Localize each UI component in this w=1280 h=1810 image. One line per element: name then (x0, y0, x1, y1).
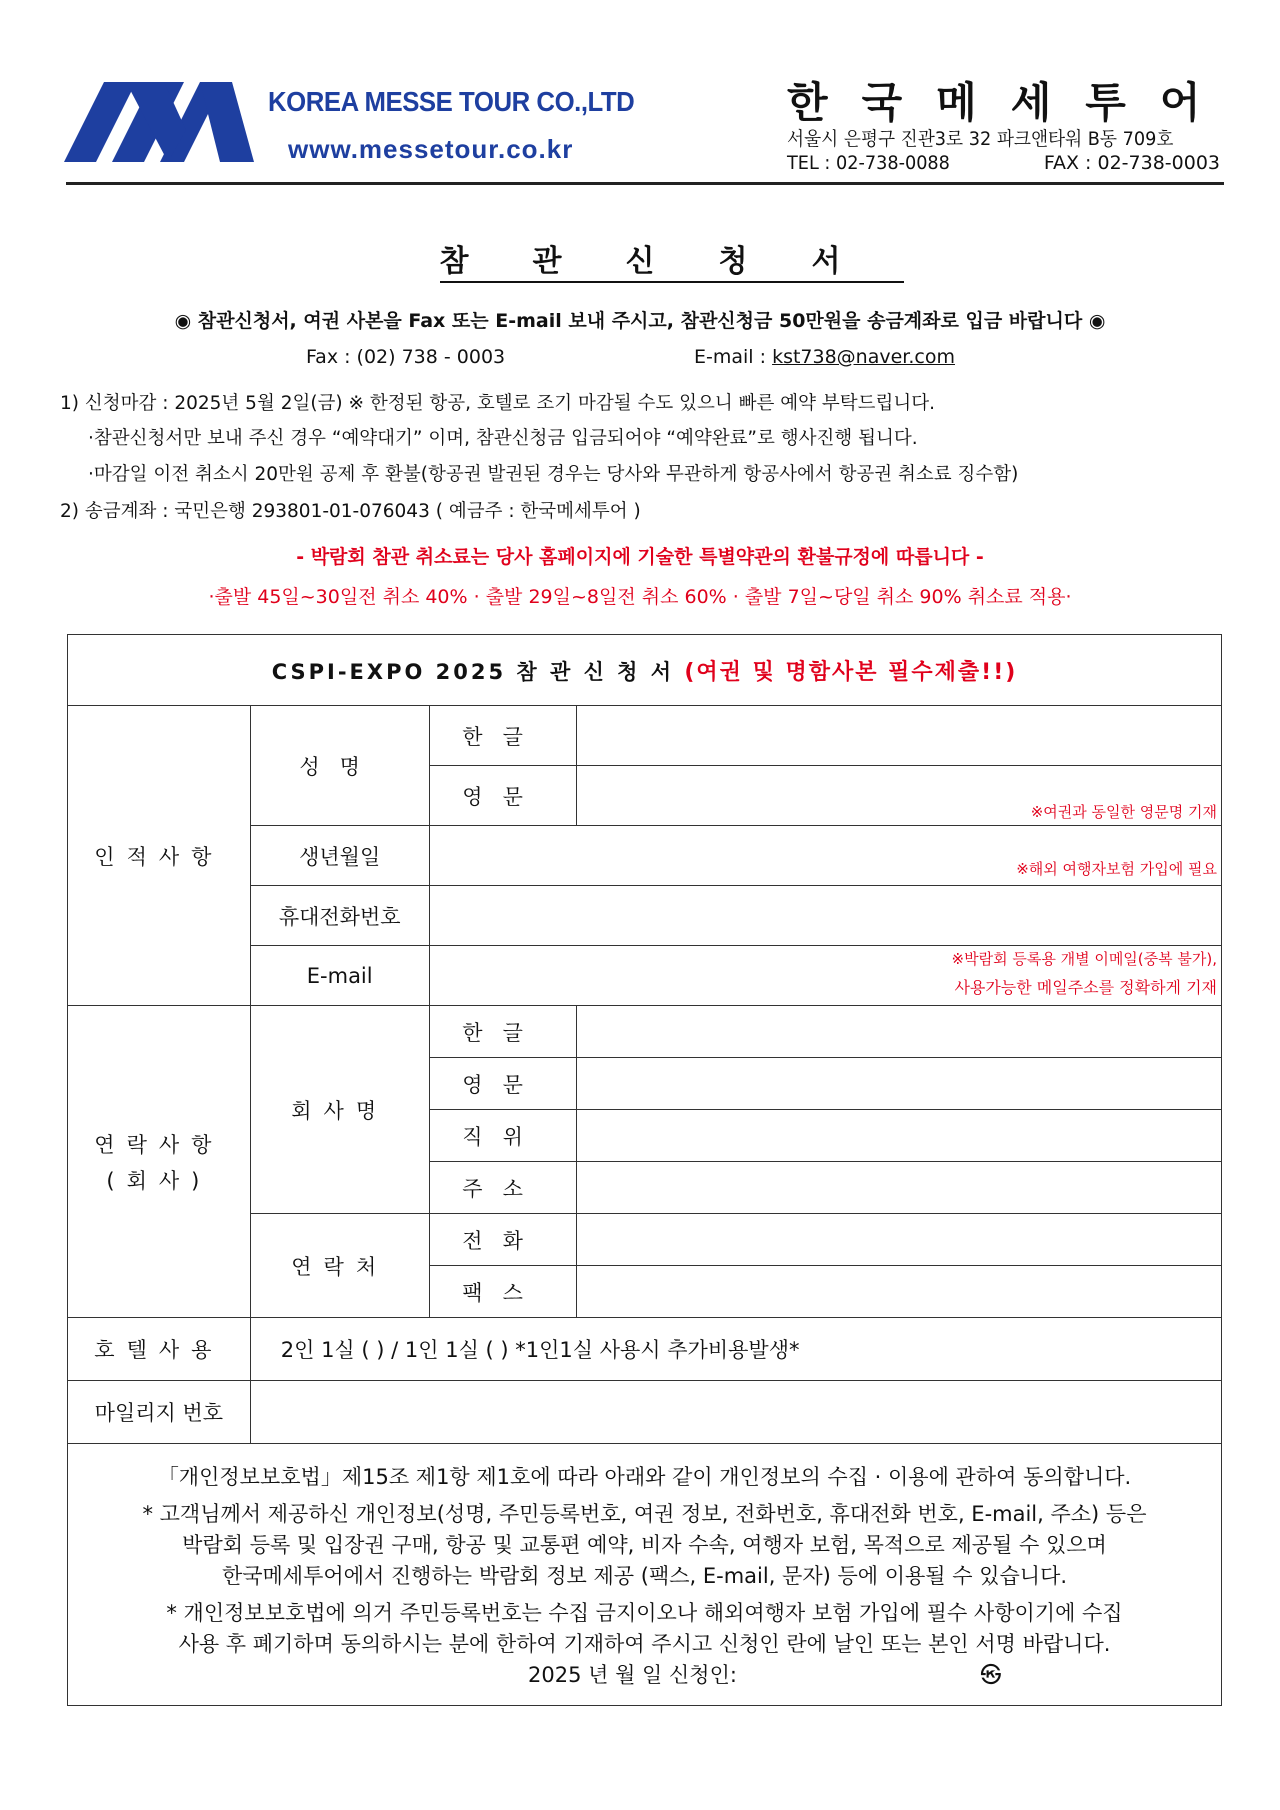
position-label: 직위 (429, 1110, 576, 1162)
name-english-label: 영문 (429, 766, 576, 826)
company-english-label: 영문 (429, 1058, 576, 1110)
company-logo (64, 82, 254, 164)
form-title-note: (여권 및 명함사본 필수제출!!) (684, 659, 1018, 685)
email-note-1: ※박람회 등록용 개별 이메일(중복 불가), (951, 950, 1217, 968)
application-form (67, 634, 1222, 1706)
company-korean-field[interactable] (576, 1006, 1221, 1058)
consent-detail-5: 사용 후 폐기하며 동의하시는 분에 한하여 기재하여 주시고 신청인 란에 날인 또는 본인 서명 바랍니다. (178, 1632, 1111, 1656)
info-waitlist: ·참관신청서만 보내 주신 경우 “예약대기” 이며, 참관신청금 입금되어야 “예약완료”로 행사진행 됩니다. (88, 428, 918, 449)
mobile-field[interactable] (429, 886, 1221, 946)
mileage-field[interactable] (250, 1381, 1221, 1444)
fax-label: 팩스 (429, 1266, 576, 1318)
address-field[interactable] (576, 1162, 1221, 1214)
form-title: CSPI-EXPO 2025 참 관 신 청 서 (여권 및 명함사본 필수제출!!) (68, 635, 1222, 706)
fax-number: Fax : (02) 738 - 0003 (306, 346, 506, 368)
phone-label: 전화 (429, 1214, 576, 1266)
info-deadline: 1) 신청마감 : 2025년 5월 2일(금) ※ 한정된 항공, 호텔로 조기 마감될 수도 있으니 빠른 예약 부탁드립니다. (60, 393, 935, 414)
email-field[interactable] (429, 946, 1221, 1006)
privacy-consent (68, 1444, 1222, 1706)
name-korean-field[interactable] (576, 706, 1221, 766)
name-english-field[interactable] (576, 766, 1221, 826)
email-contact: E-mail : kst738@naver.com (694, 346, 955, 368)
birth-note: ※해외 여행자보험 가입에 필요 (1016, 860, 1217, 878)
seal-mark: ㉿ (980, 1663, 1002, 1687)
notice-text: ◉ 참관신청서, 여권 사본을 Fax 또는 E-mail 보내 주시고, 참관신청금 50만원을 송금계좌로 입금 바랍니다 ◉ (174, 310, 1106, 332)
info-bank-account: 2) 송금계좌 : 국민은행 293801-01-076043 ( 예금주 : 한국메세투어 ) (60, 501, 641, 522)
company-name-kr: 한국메세투어 (787, 78, 1235, 127)
position-field[interactable] (576, 1110, 1221, 1162)
mileage-label: 마일리지 번호 (68, 1381, 251, 1444)
cancel-policy-title: - 박람회 참관 취소료는 당사 홈페이지에 기술한 특별약관의 환불규정에 따릅니다 - (296, 546, 984, 568)
email-note-2: 사용가능한 메일주소를 정확하게 기재 (954, 978, 1217, 997)
contact-number-label: 연락처 (250, 1214, 429, 1318)
consent-statement: 「개인정보보호법」제15조 제1항 제1호에 따라 아래와 같이 개인정보의 수집 · 이용에 관하여 동의합니다. (157, 1465, 1132, 1489)
address-label: 주소 (429, 1162, 576, 1214)
fax-field[interactable] (576, 1266, 1221, 1318)
company-name-en: KOREA MESSE TOUR CO.,LTD (268, 86, 635, 117)
consent-detail-2: 박람회 등록 및 입장권 구매, 항공 및 교통편 예약, 비자 수속, 여행자 보험, 목적으로 제공될 수 있으며 (182, 1533, 1107, 1557)
info-refund: ·마감일 이전 취소시 20만원 공제 후 환불(항공권 발권된 경우는 당사와 무관하게 항공사에서 항공권 취소료 징수함) (88, 464, 1019, 485)
name-label: 성명 (250, 706, 429, 826)
page-title: 참관신청서 (0, 236, 1280, 280)
company-address: 서울시 은평구 진관3로 32 파크앤타워 B동 709호 (787, 128, 1174, 150)
phone-field[interactable] (576, 1214, 1221, 1266)
consent-detail-1: * 고객님께서 제공하신 개인정보(성명, 주민등록번호, 여권 정보, 전화번호, 휴대전화 번호, E-mail, 주소) 등은 (142, 1502, 1147, 1526)
email-link[interactable]: kst738@naver.com (772, 346, 955, 368)
header-divider (66, 182, 1224, 185)
hotel-options[interactable]: 2인 1실 ( ) / 1인 1실 ( ) *1인1실 사용시 추가비용발생* (250, 1318, 1221, 1381)
email-label: E-mail (250, 946, 429, 1006)
company-korean-label: 한글 (429, 1006, 576, 1058)
mobile-label: 휴대전화번호 (250, 886, 429, 946)
signature-line[interactable]: 2025 년 월 일 신청인: ㉿ (528, 1663, 1002, 1687)
personal-info-label: 인적사항 (68, 706, 251, 1006)
company-contact-label: 연락사항 (회사) (68, 1006, 251, 1318)
name-english-note: ※여권과 동일한 영문명 기재 (1030, 803, 1217, 821)
company-english-field[interactable] (576, 1058, 1221, 1110)
company-fax: FAX : 02-738-0003 (1043, 152, 1220, 174)
birth-label: 생년월일 (250, 826, 429, 886)
cancel-policy-rates: ·출발 45일~30일전 취소 40% · 출발 29일~8일전 취소 60% · 출발 7일~당일 취소 90% 취소료 적용· (208, 586, 1072, 608)
birth-field[interactable] (429, 826, 1221, 886)
consent-detail-3: 한국메세투어에서 진행하는 박람회 정보 제공 (팩스, E-mail, 문자) 등에 이용될 수 있습니다. (221, 1564, 1068, 1588)
name-korean-label: 한글 (429, 706, 576, 766)
company-name-label: 회사명 (250, 1006, 429, 1214)
company-website: www.messetour.co.kr (288, 134, 574, 164)
company-tel: TEL : 02-738-0088 (787, 152, 950, 174)
hotel-label: 호텔사용 (68, 1318, 251, 1381)
consent-detail-4: * 개인정보보호법에 의거 주민등록번호는 수집 금지이오나 해외여행자 보험 가입에 필수 사항이기에 수집 (166, 1601, 1123, 1625)
